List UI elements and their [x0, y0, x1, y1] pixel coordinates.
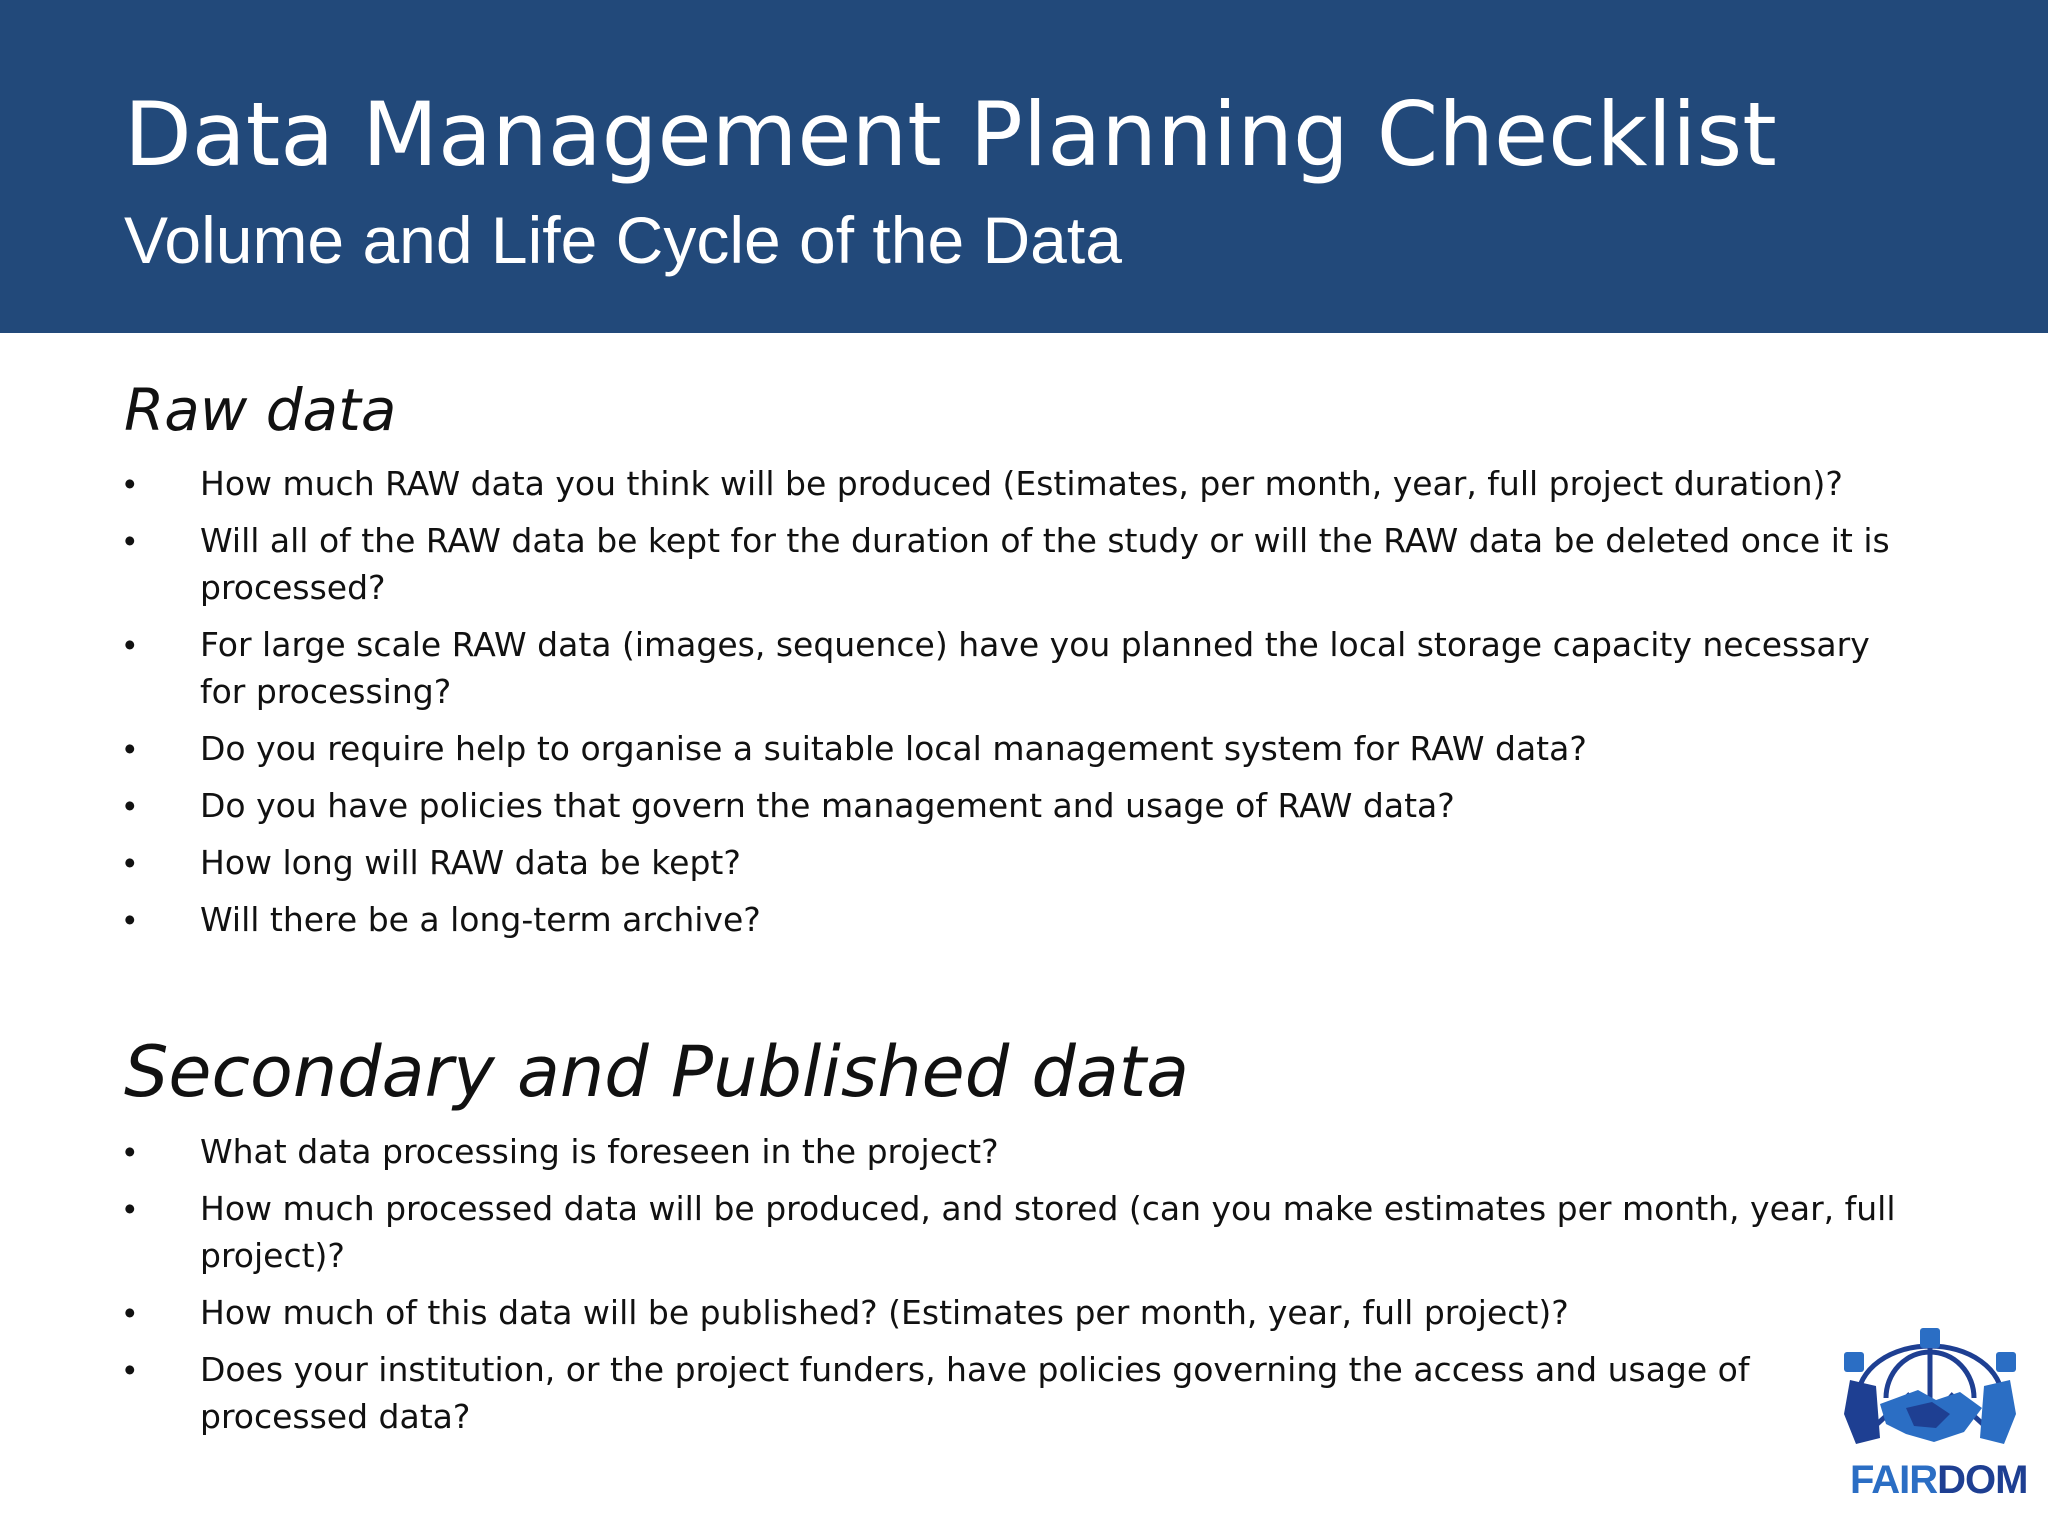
bullet-icon: •: [124, 1190, 136, 1227]
list-item: [124, 839, 1914, 886]
list-item-text: Will there be a long-term archive?: [200, 900, 761, 939]
list-item-text: For large scale RAW data (images, sequence) have you planned the local storage capacity necessary for processing?: [200, 625, 1870, 711]
bullet-icon: •: [124, 1351, 136, 1388]
list-item-text: How much of this data will be published? (Estimates per month, year, full project)?: [200, 1293, 1569, 1332]
logo-text-fair: FAIR: [1850, 1458, 1938, 1502]
bullet-icon: •: [124, 730, 136, 767]
list-item: [124, 896, 1914, 943]
fairdom-logo: [1840, 1328, 2028, 1508]
list-item-text: How long will RAW data be kept?: [200, 843, 741, 882]
secondary-data-list: [124, 1128, 1914, 1450]
bullet-icon: •: [124, 901, 136, 938]
list-item: [124, 1346, 1914, 1440]
title-banner: [0, 0, 2048, 333]
bullet-icon: •: [124, 844, 136, 881]
list-item-text: Do you require help to organise a suitable local management system for RAW data?: [200, 729, 1587, 768]
bullet-icon: •: [124, 465, 136, 502]
list-item-text: How much processed data will be produced, and stored (can you make estimates per month, year, full project)?: [200, 1189, 1896, 1275]
list-item: [124, 1128, 1914, 1175]
fairdom-wordmark: [1850, 1456, 2027, 1504]
handshake-globe-icon: [1840, 1328, 2020, 1458]
bullet-icon: •: [124, 787, 136, 824]
list-item-text: What data processing is foreseen in the project?: [200, 1132, 999, 1171]
section-heading-raw-data: Raw data: [124, 376, 397, 444]
raw-data-list: [124, 460, 1914, 953]
bullet-icon: •: [124, 1133, 136, 1170]
list-item: [124, 725, 1914, 772]
slide-title: Data Management Planning Checklist: [124, 83, 1777, 186]
bullet-icon: •: [124, 1294, 136, 1331]
list-item: [124, 621, 1914, 715]
list-item: [124, 1289, 1914, 1336]
bullet-icon: •: [124, 626, 136, 663]
list-item-text: How much RAW data you think will be produced (Estimates, per month, year, full project duration)?: [200, 464, 1843, 503]
list-item-text: Does your institution, or the project funders, have policies governing the access and usage of processed data?: [200, 1350, 1750, 1436]
list-item-text: Will all of the RAW data be kept for the duration of the study or will the RAW data be deleted once it is processed?: [200, 521, 1890, 607]
list-item: [124, 517, 1914, 611]
slide-subtitle: Volume and Life Cycle of the Data: [124, 203, 1122, 277]
logo-text-dom: DOM: [1937, 1458, 2028, 1502]
bullet-icon: •: [124, 522, 136, 559]
list-item: [124, 460, 1914, 507]
list-item: [124, 1185, 1914, 1279]
list-item-text: Do you have policies that govern the management and usage of RAW data?: [200, 786, 1455, 825]
section-heading-secondary-published-data: Secondary and Published data: [124, 1031, 1190, 1113]
list-item: [124, 782, 1914, 829]
